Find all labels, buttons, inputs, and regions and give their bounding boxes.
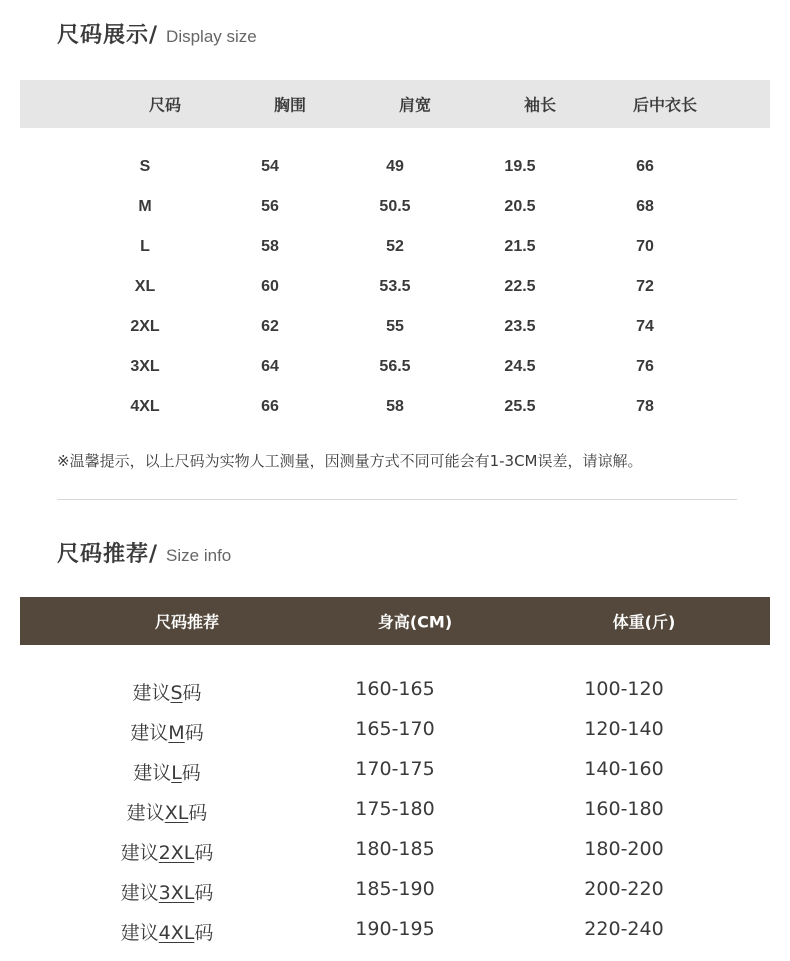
cell-shoulder: 53.5 [379,278,411,295]
cell-recommend-size [121,918,214,945]
table-row [0,870,790,910]
cell-weight: 220-240 [584,918,664,940]
cell-weight: 180-200 [584,838,664,860]
cell-length: 76 [636,358,654,375]
cell-height: 185-190 [355,878,435,900]
cell-weight: 160-180 [584,798,664,820]
cell-size: 3XL [130,358,160,375]
cell-shoulder: 49 [386,158,404,175]
cell-recommend-size [121,838,214,865]
header-recommend-size: 尺码推荐 [154,612,220,632]
cell-sleeve: 25.5 [504,398,536,415]
cell-recommend-size [132,678,201,705]
cell-length: 66 [636,158,654,175]
cell-size: S [139,158,151,175]
recommend-suffix: 码 [194,882,214,904]
table-row [0,350,790,390]
cell-shoulder: 50.5 [379,198,411,215]
display-size-title [57,18,257,49]
cell-height: 165-170 [355,718,435,740]
cell-recommend-size [130,718,203,745]
recommend-prefix: 建议 [132,682,171,704]
table-row [0,710,790,750]
table-row [0,270,790,310]
cell-length: 74 [636,318,654,335]
table-row [0,390,790,430]
display-size-title-zh: 尺码展示/ [57,23,159,48]
cell-height: 170-175 [355,758,435,780]
cell-length: 70 [636,238,654,255]
cell-sleeve: 22.5 [504,278,536,295]
measurement-note: ※温馨提示，以上尺码为实物人工测量，因测量方式不同可能会有1-3CM误差，请谅解。 [57,452,643,470]
recommend-size-code: L [171,762,182,784]
table-row [0,790,790,830]
recommend-prefix: 建议 [130,722,169,744]
recommend-table-header [20,597,770,645]
cell-length: 68 [636,198,654,215]
cell-recommend-size [127,798,208,825]
size-info-title-zh: 尺码推荐/ [57,542,159,567]
recommend-suffix: 码 [188,802,208,824]
cell-chest: 54 [261,158,279,175]
recommend-suffix: 码 [181,762,201,784]
header-size: 尺码 [148,95,182,115]
size-table-body [0,150,790,430]
cell-chest: 58 [261,238,279,255]
recommend-prefix: 建议 [120,882,159,904]
cell-weight: 200-220 [584,878,664,900]
cell-height: 190-195 [355,918,435,940]
cell-chest: 62 [261,318,279,335]
table-row [0,750,790,790]
recommend-prefix: 建议 [120,842,159,864]
recommend-size-code: 4XL [158,922,195,944]
table-row [0,190,790,230]
section-divider [57,499,737,500]
cell-size: XL [134,278,156,295]
recommend-size-code: M [168,722,185,744]
recommend-size-code: S [170,682,183,704]
cell-weight: 120-140 [584,718,664,740]
cell-length: 72 [636,278,654,295]
cell-length: 78 [636,398,654,415]
table-row [0,670,790,710]
cell-size: 4XL [130,398,160,415]
cell-weight: 100-120 [584,678,664,700]
recommend-suffix: 码 [194,842,214,864]
recommend-prefix: 建议 [133,762,172,784]
recommend-prefix: 建议 [126,802,165,824]
cell-size: 2XL [130,318,160,335]
header-sleeve: 袖长 [523,95,557,115]
header-chest: 胸围 [273,95,307,115]
header-height: 身高(CM) [377,612,453,632]
recommend-suffix: 码 [182,682,202,704]
recommend-size-code: XL [164,802,189,824]
cell-chest: 60 [261,278,279,295]
recommend-prefix: 建议 [120,922,159,944]
table-row [0,230,790,270]
size-info-title [57,537,231,568]
cell-size: M [138,198,152,215]
cell-height: 160-165 [355,678,435,700]
cell-size: L [140,238,150,255]
cell-sleeve: 19.5 [504,158,536,175]
display-size-title-en: Display size [166,27,257,46]
header-weight: 体重(斤) [612,612,676,632]
cell-shoulder: 52 [386,238,404,255]
cell-sleeve: 23.5 [504,318,536,335]
cell-shoulder: 55 [386,318,404,335]
recommend-size-code: 2XL [158,842,195,864]
cell-sleeve: 20.5 [504,198,536,215]
recommend-suffix: 码 [184,722,204,744]
table-row [0,150,790,190]
header-length: 后中衣长 [632,95,698,115]
cell-chest: 56 [261,198,279,215]
recommend-table-body [0,670,790,950]
size-table-header [20,80,770,128]
recommend-suffix: 码 [194,922,214,944]
table-row [0,830,790,870]
table-row [0,310,790,350]
cell-height: 180-185 [355,838,435,860]
cell-sleeve: 24.5 [504,358,536,375]
size-info-title-en: Size info [166,546,232,565]
cell-height: 175-180 [355,798,435,820]
cell-weight: 140-160 [584,758,664,780]
cell-recommend-size [121,878,214,905]
recommend-size-code: 3XL [158,882,195,904]
cell-shoulder: 56.5 [379,358,411,375]
table-row [0,910,790,950]
header-shoulder: 肩宽 [398,95,432,115]
cell-chest: 64 [261,358,279,375]
cell-recommend-size [133,758,201,785]
cell-sleeve: 21.5 [504,238,536,255]
cell-shoulder: 58 [386,398,404,415]
cell-chest: 66 [261,398,279,415]
